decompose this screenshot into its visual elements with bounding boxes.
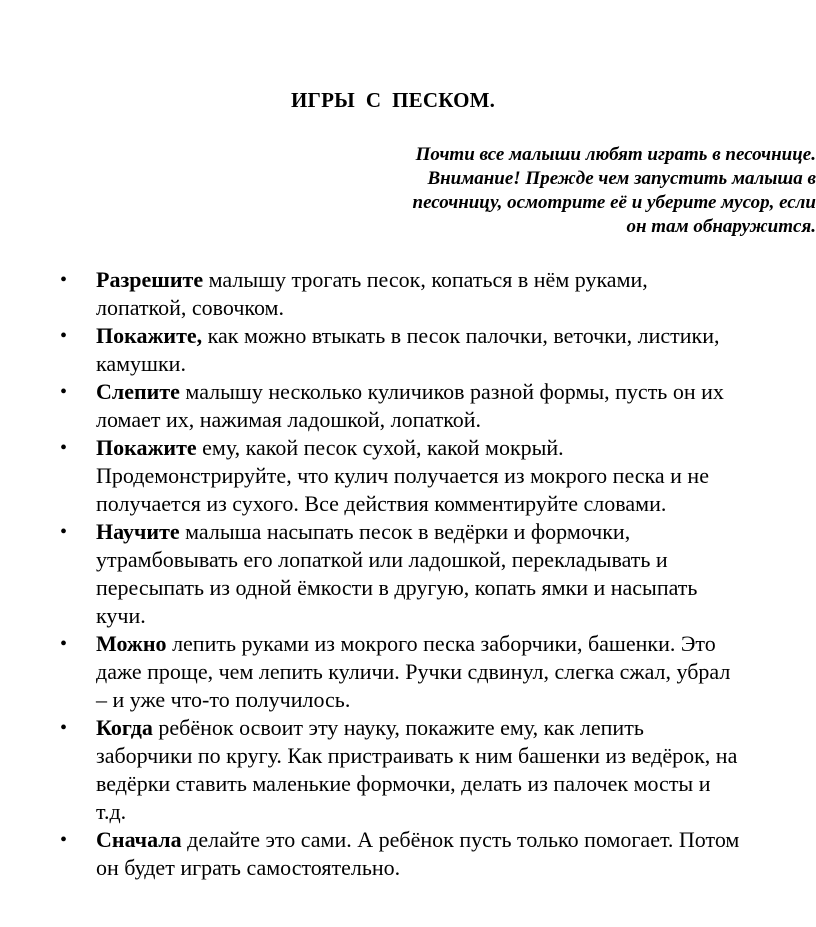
list-item-lead: Научите [96, 519, 180, 544]
list-item-line [96, 434, 816, 462]
list-item-text: ребёнок освоит эту науку, покажите ему, как лепить [152, 715, 644, 740]
list-item-text: ему, какой песок сухой, какой мокрый. [196, 435, 564, 460]
list-item-text: малышу несколько куличиков разной формы, пусть он их [179, 379, 724, 404]
list-item-line: пересыпать из одной ёмкости в другую, копать ямки и насыпать [96, 575, 698, 600]
list-item-lead: Сначала [96, 827, 182, 852]
list-item-line [96, 266, 816, 294]
list-item-line: заборчики по кругу. Как пристраивать к ним башенки из ведёрок, на [96, 743, 738, 768]
list-item-line [96, 378, 816, 406]
list-item [0, 630, 816, 714]
bullet-icon: • [60, 325, 68, 347]
list-item-lead: Можно [96, 631, 167, 656]
list-item-lead: Слепите [96, 379, 180, 404]
list-item-line: ведёрки ставить маленькие формочки, делать из палочек мосты и [96, 771, 711, 796]
list-item-text: как можно втыкать в песок палочки, веточки, листики, [202, 323, 720, 348]
list-item-line: утрамбовывать его лопаткой или ладошкой, перекладывать и [96, 547, 668, 572]
bullet-icon: • [60, 521, 68, 543]
list-item [0, 434, 816, 518]
bullet-icon: • [60, 381, 68, 403]
list-item-line: Продемонстрируйте, что кулич получается из мокрого песка и не [96, 463, 709, 488]
list-item-line [96, 518, 816, 546]
list-item-text: малышу трогать песок, копаться в нём руками, [203, 267, 648, 292]
document-title: ИГРЫ С ПЕСКОМ. [291, 88, 496, 112]
list-item-line: лопаткой, совочком. [96, 295, 284, 320]
list-item-lead: Разрешите [96, 267, 204, 292]
list-item-lead: Покажите, [96, 323, 203, 348]
list-item [0, 714, 816, 826]
intro-paragraph [346, 143, 816, 239]
bullet-icon: • [60, 717, 68, 739]
list-item [0, 826, 816, 882]
intro-line: Внимание! Прежде чем запустить малыша в [427, 168, 816, 189]
list-item-line: получается из сухого. Все действия комментируйте словами. [96, 491, 667, 516]
list-item-line [96, 630, 816, 658]
list-item-text: малыша насыпать песок в ведёрки и формочки, [179, 519, 631, 544]
intro-line: Почти все малыши любят играть в песочнице. [415, 144, 816, 165]
list-item [0, 322, 816, 378]
list-item-line: даже проще, чем лепить куличи. Ручки сдвинул, слегка сжал, убрал [96, 659, 731, 684]
list-item-line: камушки. [96, 351, 186, 376]
bullet-icon: • [60, 633, 68, 655]
bullet-icon: • [60, 269, 68, 291]
list-item-line: – и уже что-то получилось. [96, 687, 351, 712]
list-item-line: он будет играть самостоятельно. [96, 855, 401, 880]
list-item-line: ломает их, нажимая ладошкой, лопаткой. [96, 407, 482, 432]
bullet-icon: • [60, 437, 68, 459]
list-item-text: делайте это сами. А ребёнок пусть только помогает. Потом [181, 827, 740, 852]
list-item-text: лепить руками из мокрого песка заборчики, башенки. Это [166, 631, 716, 656]
list-item-line: т.д. [96, 799, 127, 824]
list-item-line [96, 714, 816, 742]
list-item [0, 518, 816, 630]
list-item-line [96, 322, 816, 350]
bullet-icon: • [60, 829, 68, 851]
list-item-line: кучи. [96, 603, 146, 628]
intro-line: песочницу, осмотрите её и уберите мусор, если [412, 192, 816, 213]
list-item [0, 266, 816, 322]
list-item-line [96, 826, 816, 854]
list-item-lead: Когда [96, 715, 153, 740]
intro-line: он там обнаружится. [626, 216, 816, 237]
list-item-lead: Покажите [96, 435, 197, 460]
tips-list [0, 266, 816, 882]
list-item [0, 378, 816, 434]
